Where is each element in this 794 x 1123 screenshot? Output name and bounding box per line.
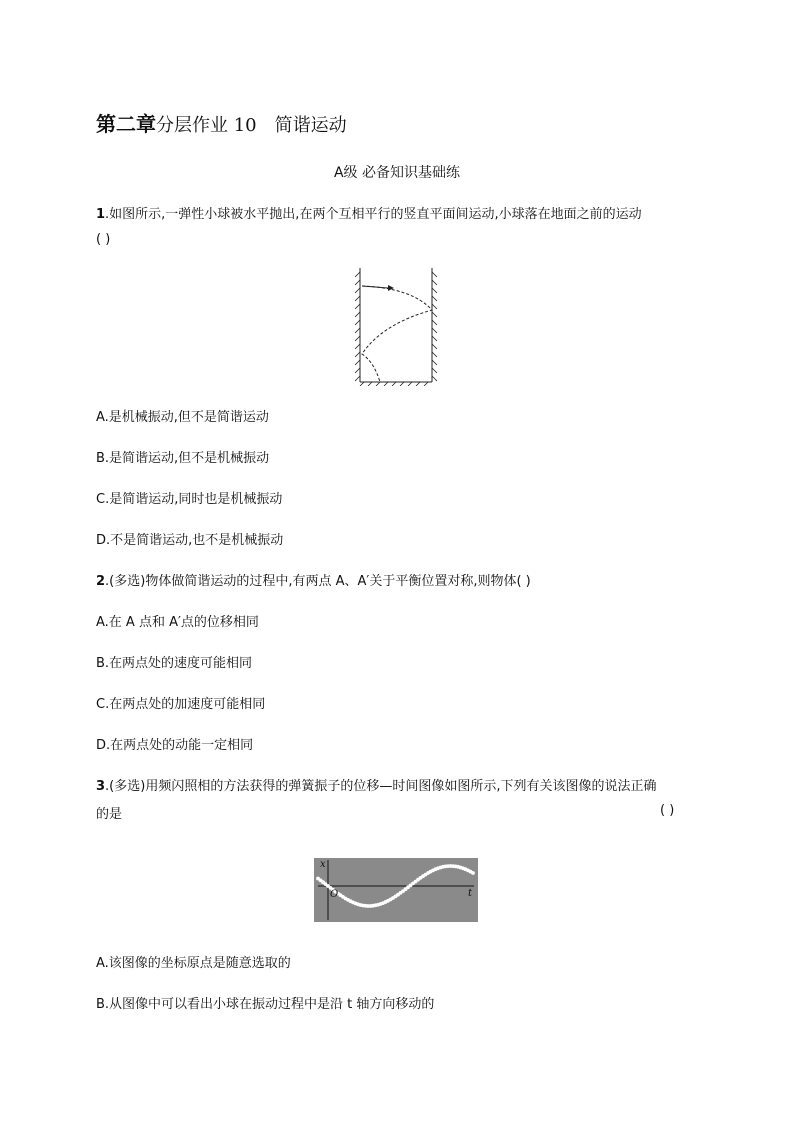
question-2-option-c: C.在两点处的加速度可能相同	[96, 697, 266, 712]
question-3-figure	[314, 858, 478, 922]
question-2-option-a: A.在 A 点和 A′点的位移相同	[96, 615, 259, 630]
question-1-option-a: A.是机械振动,但不是简谐运动	[96, 410, 269, 425]
page-title	[96, 108, 347, 137]
strobe-dot	[471, 871, 475, 875]
question-1-text: .如图所示,一弹性小球被水平抛出,在两个互相平行的竖直平面间运动,小球落在地面之前的运动	[105, 207, 642, 222]
x-axis-label: t	[468, 888, 473, 899]
question-1-stem	[96, 203, 642, 222]
y-axis-label: x	[320, 859, 326, 870]
question-1-figure	[352, 266, 442, 386]
question-1-option-c: C.是简谐运动,同时也是机械振动	[96, 492, 283, 507]
question-2-stem	[96, 570, 531, 589]
question-3-number: 3	[96, 779, 106, 794]
question-3-blank: ( )	[660, 803, 675, 818]
question-2-option-d: D.在两点处的动能一定相同	[96, 738, 254, 753]
chapter-label: 第二章	[96, 112, 156, 136]
question-1-number: 1	[96, 207, 106, 222]
question-2-option-b: B.在两点处的速度可能相同	[96, 656, 253, 671]
question-2-text: .(多选)物体做简谐运动的过程中,有两点 A、A′关于平衡位置对称,则物体( )	[105, 574, 531, 589]
section-title: A级 必备知识基础练	[333, 165, 461, 181]
question-3-stem	[96, 775, 656, 794]
trajectory-path	[362, 286, 432, 382]
question-1-option-d: D.不是简谐运动,也不是机械振动	[96, 533, 284, 548]
question-3-option-b: B.从图像中可以看出小球在振动过程中是沿 t 轴方向移动的	[96, 997, 435, 1012]
topic-label: 简谐运动	[274, 115, 347, 136]
question-3-stem-cont: 的是	[96, 807, 123, 822]
homework-label: 分层作业 10	[156, 115, 257, 136]
question-1-blank: ( )	[96, 232, 111, 247]
question-3-option-a: A.该图像的坐标原点是随意选取的	[96, 956, 291, 971]
hatch-marks	[355, 272, 437, 386]
question-1-option-b: B.是简谐运动,但不是机械振动	[96, 451, 270, 466]
question-3-text: .(多选)用频闪照相的方法获得的弹簧振子的位移—时间图像如图所示,下列有关该图像的说法正确	[105, 779, 657, 794]
question-2-number: 2	[96, 574, 106, 589]
origin-label: O	[330, 889, 339, 900]
